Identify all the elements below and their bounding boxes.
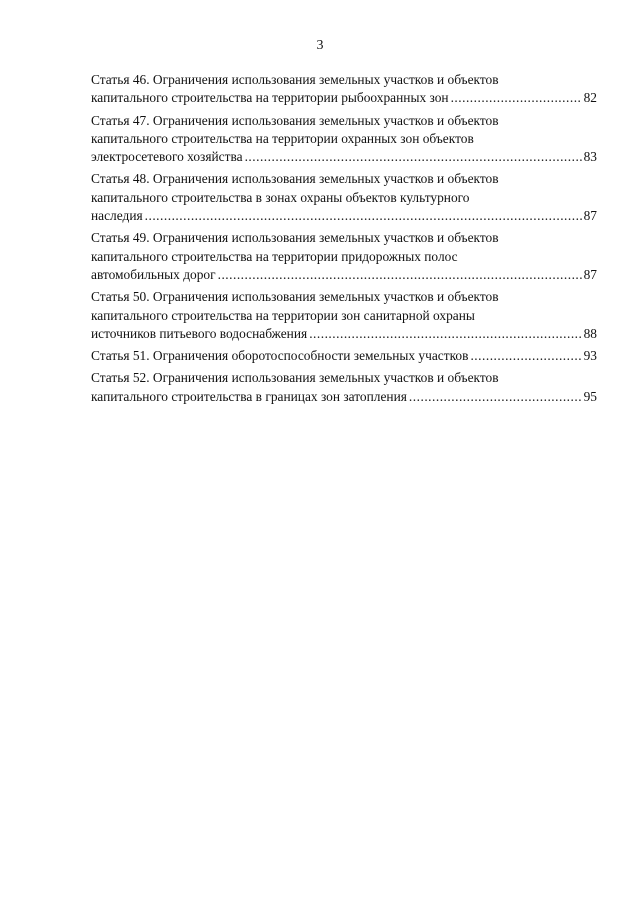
toc-entry-last-line: [91, 388, 597, 406]
toc-entry: [91, 71, 597, 108]
toc-page-number: 95: [583, 388, 597, 404]
toc-entry-last-line: [91, 148, 597, 166]
toc-entry: [91, 112, 597, 167]
toc-entry-line: Статья 48. Ограничения использования земельных участков и объектов: [91, 171, 499, 187]
toc-entry: [91, 369, 597, 406]
toc-entry-line: капитального строительства в зонах охраны объектов культурного: [91, 189, 470, 205]
toc-page-number: 87: [583, 208, 597, 224]
toc-entry-last-line: [91, 347, 597, 365]
toc-entry-last-line: [91, 89, 597, 107]
toc-entry-line: Статья 49. Ограничения использования земельных участков и объектов: [91, 230, 499, 246]
toc-page-number: 83: [583, 149, 597, 165]
table-of-contents: [91, 71, 597, 410]
toc-entry: [91, 347, 597, 365]
toc-entry-line: наследия: [91, 208, 143, 224]
toc-entry-line: Статья 52. Ограничения использования земельных участков и объектов: [91, 370, 499, 386]
toc-entry-line: капитального строительства на территории зон санитарной охраны: [91, 307, 475, 323]
dot-leader: [145, 207, 582, 225]
dot-leader: [451, 89, 582, 107]
toc-entry-line: автомобильных дорог: [91, 266, 216, 282]
toc-entry-last-line: [91, 207, 597, 225]
toc-entry-line: источников питьевого водоснабжения: [91, 325, 308, 341]
toc-page-number: 87: [583, 266, 597, 282]
toc-page-number: 93: [583, 348, 597, 364]
page-number: 3: [316, 38, 324, 53]
toc-entry-line: капитального строительства на территории придорожных полос: [91, 248, 458, 264]
toc-entry: [91, 288, 597, 343]
toc-entry-line: капитального строительства в границах зон затопления: [91, 388, 407, 404]
toc-entry-last-line: [91, 266, 597, 284]
toc-page-number: 82: [583, 90, 597, 106]
dot-leader: [470, 347, 581, 365]
dot-leader: [218, 266, 582, 284]
dot-leader: [245, 148, 582, 166]
toc-entry-last-line: [91, 325, 597, 343]
toc-entry-line: Статья 51. Ограничения оборотоспособности земельных участков: [91, 348, 469, 364]
dot-leader: [409, 388, 582, 406]
toc-entry-line: капитального строительства на территории охранных зон объектов: [91, 130, 474, 146]
toc-page-number: 88: [583, 325, 597, 341]
toc-entry-line: электросетевого хозяйства: [91, 149, 243, 165]
toc-entry: [91, 170, 597, 225]
dot-leader: [309, 325, 581, 343]
toc-entry-line: Статья 46. Ограничения использования земельных участков и объектов: [91, 72, 499, 87]
toc-entry-line: капитального строительства на территории рыбоохранных зон: [91, 90, 449, 106]
toc-entry-line: Статья 50. Ограничения использования земельных участков и объектов: [91, 289, 499, 305]
toc-entry: [91, 229, 597, 284]
toc-entry-line: Статья 47. Ограничения использования земельных участков и объектов: [91, 112, 499, 128]
